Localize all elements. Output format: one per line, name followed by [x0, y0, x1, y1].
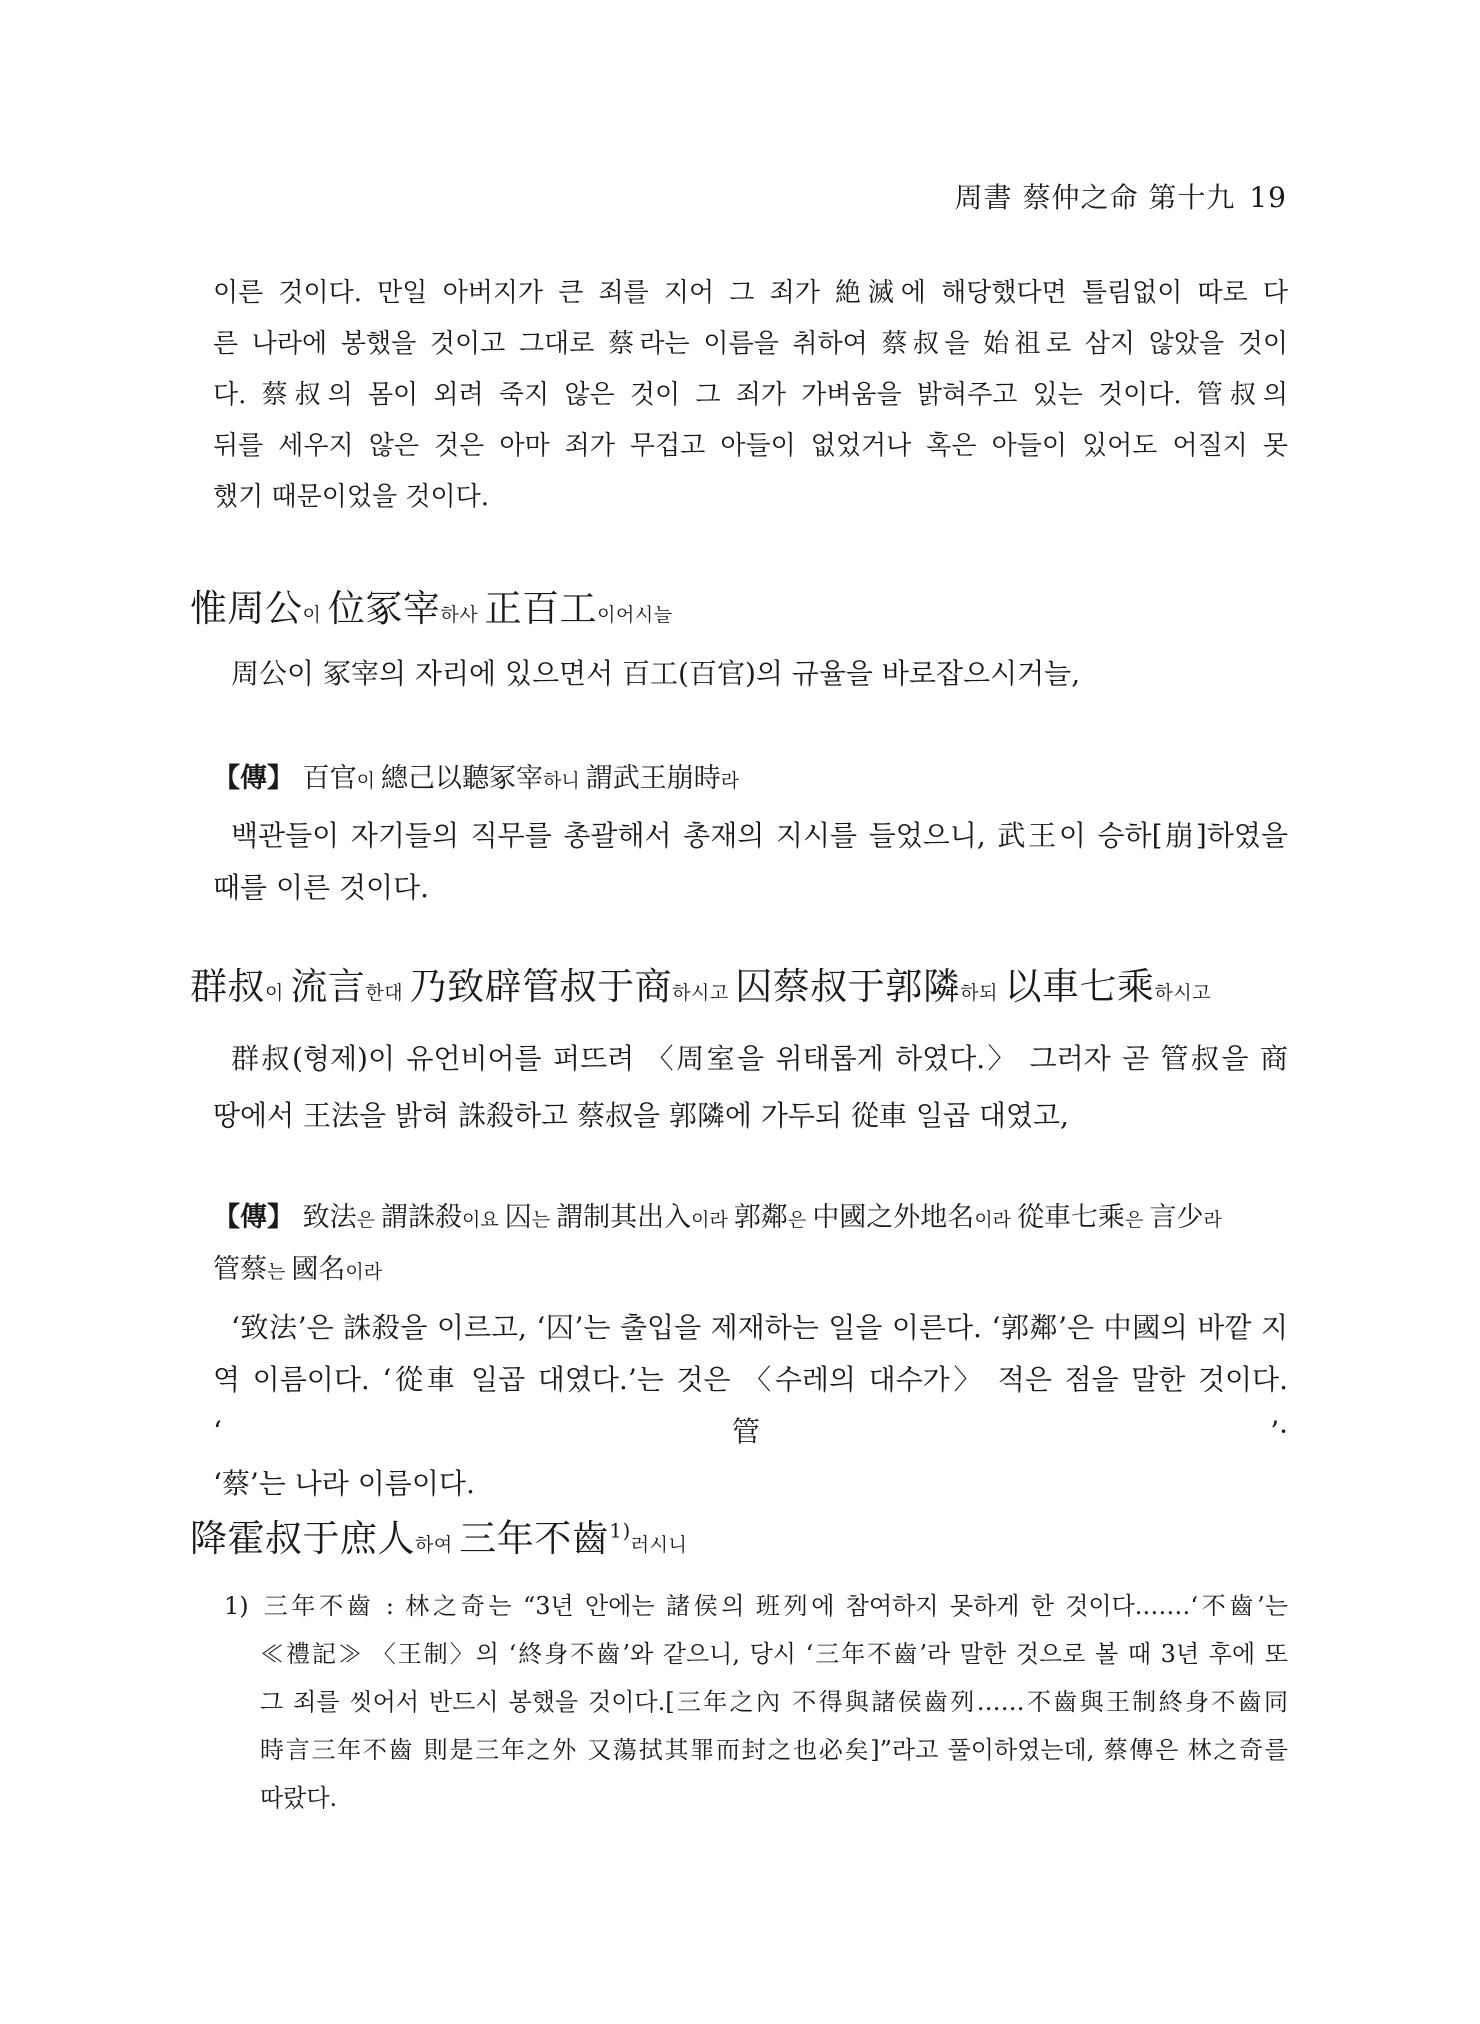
- footnote-line: 時言三年不齒 則是三年之外 又蕩拭其罪而封之也必矣]”라고 풀이하였는데, 蔡傳은 林之奇를: [260, 1736, 1288, 1764]
- commentary-translation-line: ‘致法’은 誅殺을 이르고, ‘囚’는 출입을 제재하는 일을 이른다. ‘郭鄰’은 中國의 바깥 지: [231, 1311, 1288, 1344]
- commentary-chinese: 謂誅殺: [381, 1202, 462, 1233]
- commentary-chinese: 囚: [504, 1202, 532, 1233]
- main-text-particle: 하사: [440, 604, 485, 626]
- section-1-main-text: [190, 578, 673, 632]
- intro-line: 다. 蔡叔의 몸이 외려 죽지 않은 것이 그 죄가 가벼움을 밝혀주고 있는 것이다. 管叔의: [213, 380, 1288, 410]
- footnote-text: 三年不齒 : 林之奇는 “3년 안에는 諸侯의 班列에 참여하지 못하게 한 것이다.……‘不齒’는: [260, 1592, 1288, 1620]
- main-text-chinese: 群叔: [190, 965, 265, 1008]
- main-text-particle: 하되: [960, 982, 1005, 1004]
- header-title: 周書 蔡仲之命 第十九: [954, 181, 1236, 214]
- footnote-line: ≪禮記≫ 〈王制〉의 ‘終身不齒’와 같으니, 당시 ‘三年不齒’라 말한 것으로 볼 때 3년 후에 또: [260, 1640, 1288, 1668]
- commentary-tag: 【傳】: [213, 763, 294, 794]
- main-text-particle: 한대: [365, 982, 410, 1004]
- main-text-chinese: 位冢宰: [327, 587, 441, 630]
- commentary-chinese: 謂制其出入: [556, 1202, 692, 1233]
- translation-line: 땅에서 王法을 밝혀 誅殺하고 蔡叔을 郭隣에 가두되 從車 일곱 대였고,: [213, 1099, 1069, 1132]
- commentary-particle: 이: [356, 770, 381, 792]
- section-1-commentary-translation: [213, 810, 1288, 914]
- commentary-tag: 【傳】: [213, 1202, 294, 1233]
- main-text-particle: 이: [302, 604, 328, 626]
- footnote-line: [224, 1582, 1288, 1630]
- intro-line: 이른 것이다. 만일 아버지가 큰 죄를 지어 그 죄가 絶滅에 해당했다면 틀림없이 따로 다: [213, 278, 1288, 308]
- main-text-particle: 러시니: [630, 1534, 688, 1556]
- main-text-particle: 하시고: [1154, 982, 1212, 1004]
- commentary-particle: 는: [267, 1261, 292, 1283]
- commentary-chinese: 致法: [302, 1202, 357, 1233]
- commentary-particle: 는: [531, 1209, 557, 1231]
- commentary-particle: 은: [1125, 1209, 1150, 1231]
- section-2-commentary-translation: [213, 1302, 1288, 1510]
- commentary-chinese: 言少: [1149, 1202, 1204, 1233]
- footnote: [224, 1582, 1288, 1822]
- section-1-commentary: [213, 756, 1288, 795]
- intro-line: 뒤를 세우지 않은 것은 아마 죄가 무겁고 아들이 없었거나 혹은 아들이 있어도 어질지 못: [213, 431, 1288, 461]
- main-text-chinese: 以車七乘: [1004, 965, 1155, 1008]
- main-text-particle: 하여: [415, 1534, 460, 1556]
- commentary-particle: 은: [787, 1209, 813, 1231]
- main-text-chinese: 流言: [290, 965, 366, 1008]
- main-text-chinese: 正百工: [484, 587, 598, 630]
- commentary-particle: 이라: [974, 1209, 1018, 1231]
- main-text-particle: 이어시늘: [597, 604, 673, 626]
- section-1-translation: 周公이 冢宰의 자리에 있으면서 百工(百官)의 규율을 바로잡으시거늘,: [231, 657, 1081, 690]
- commentary-translation-line: 백관들이 자기들의 직무를 총괄해서 총재의 지시를 들었으니, 武王이 승하[崩]하였을: [231, 819, 1288, 852]
- commentary-translation-line: 역 이름이다. ‘從車 일곱 대였다.’는 것은 〈수레의 대수가〉 적은 점을 말한 것이다. ‘管’·: [213, 1363, 1288, 1448]
- commentary-chinese: 從車七乘: [1017, 1202, 1126, 1233]
- running-header: [955, 176, 1287, 216]
- main-text-chinese: 惟周公: [190, 587, 303, 630]
- commentary-particle: 이라: [691, 1209, 734, 1231]
- section-2-translation: [213, 1030, 1288, 1144]
- main-text-particle: 이: [265, 982, 291, 1004]
- main-text-particle: 하시고: [672, 982, 736, 1004]
- translation-line: 群叔(형제)이 유언비어를 퍼뜨려 〈周室을 위태롭게 하였다.〉 그러자 곧 管叔을 商: [231, 1042, 1288, 1075]
- section-2-main-text: [190, 956, 1211, 1010]
- main-text-chinese: 三年不齒: [459, 1517, 610, 1560]
- commentary-translation-line: 때를 이른 것이다.: [213, 871, 430, 904]
- section-2-commentary-cont: [213, 1247, 1288, 1286]
- commentary-chinese: 百官: [302, 763, 357, 794]
- commentary-particle: 은: [356, 1209, 381, 1231]
- commentary-particle: 라: [1203, 1209, 1222, 1231]
- commentary-chinese: 郭鄰: [733, 1202, 788, 1233]
- commentary-translation-line: ‘蔡’는 나라 이름이다.: [213, 1467, 475, 1500]
- commentary-particle: 라: [720, 770, 740, 792]
- intro-line: 른 나라에 봉했을 것이고 그대로 蔡라는 이름을 취하여 蔡叔을 始祖로 삼지 않았을 것이: [213, 329, 1288, 359]
- section-3-main-text: [190, 1508, 687, 1562]
- footnote-line: 따랐다.: [260, 1784, 338, 1812]
- main-text-chinese: 降霍叔于庶人: [190, 1517, 415, 1560]
- commentary-chinese: 中國之外地名: [812, 1202, 975, 1233]
- commentary-particle: 이요: [462, 1209, 505, 1231]
- main-text-chinese: 乃致辟管叔于商: [409, 965, 673, 1008]
- commentary-particle: 하니: [543, 770, 586, 792]
- commentary-chinese: 國名: [291, 1254, 346, 1285]
- main-text-chinese: 囚蔡叔于郭隣: [735, 965, 961, 1008]
- page-number: 19: [1249, 181, 1287, 214]
- intro-line: 했기 때문이었을 것이다.: [213, 482, 489, 512]
- commentary-chinese: 謂武王崩時: [585, 763, 721, 794]
- commentary-chinese: 總己以聽冢宰: [381, 763, 543, 794]
- intro-paragraph: [213, 268, 1288, 523]
- commentary-chinese: 管蔡: [213, 1254, 267, 1285]
- footnote-marker[interactable]: 1): [609, 1518, 631, 1543]
- commentary-particle: 이라: [345, 1261, 383, 1283]
- section-2-commentary: [213, 1195, 1288, 1234]
- footnote-number: 1): [224, 1592, 249, 1620]
- footnote-line: 그 죄를 씻어서 반드시 봉했을 것이다.[三年之內 不得與諸侯齒列……不齒與王制終身不齒同: [260, 1688, 1288, 1716]
